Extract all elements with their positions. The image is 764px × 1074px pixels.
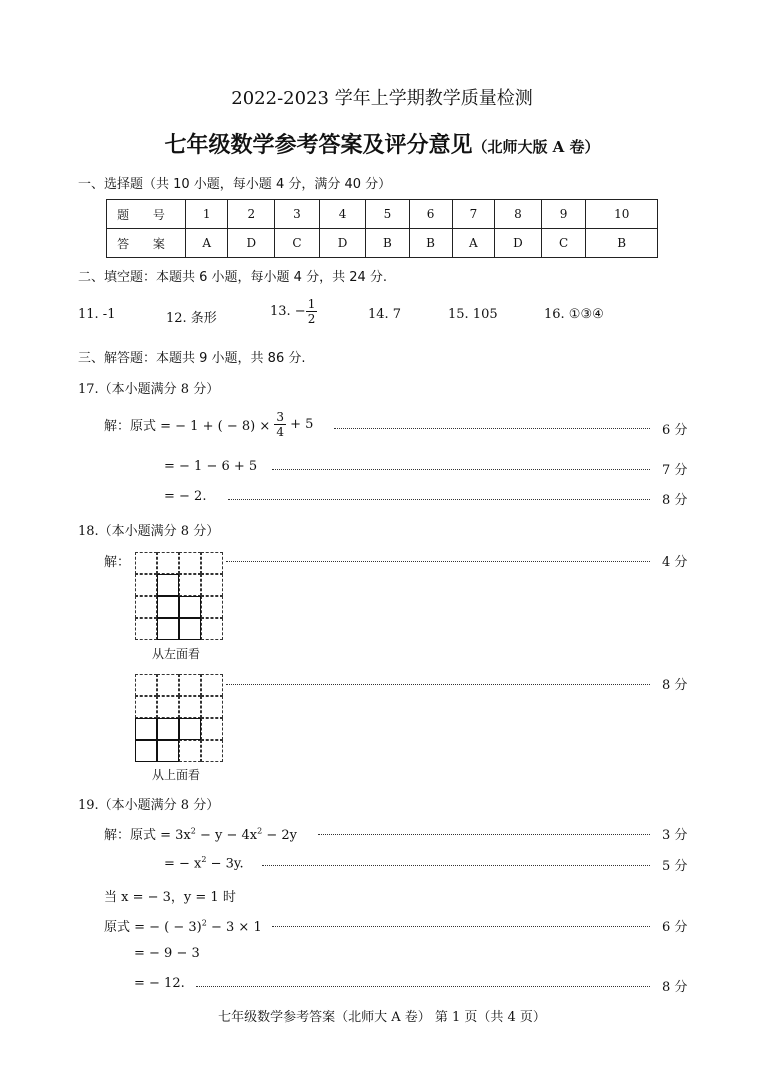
- page-footer: 七年级数学参考答案（北师大 A 卷） 第 1 页（共 4 页）: [218, 1010, 546, 1025]
- fraction: [306, 297, 318, 326]
- section-fill: 二、填空题：本题共 6 小题，每小题 4 分，共 24 分.: [78, 270, 388, 285]
- q19-step2: [164, 855, 244, 871]
- q19-step3-a: 原式 = − ( − 3): [104, 920, 202, 935]
- grid-cell: [135, 574, 157, 596]
- table-cell: D: [495, 229, 542, 258]
- left-view-grid: [135, 552, 223, 640]
- leader-dots: [262, 865, 650, 866]
- row-label-number: 题 号: [107, 200, 186, 229]
- leader-dots: [196, 986, 650, 987]
- answer-table: [106, 199, 658, 258]
- q17-step1: [104, 410, 313, 439]
- grid-cell: [179, 696, 201, 718]
- score-label: 4 分: [662, 555, 688, 570]
- grid-cell: [135, 696, 157, 718]
- grid-cell: [201, 696, 223, 718]
- q19-condition: 当 x = − 3，y = 1 时: [104, 890, 236, 905]
- score-label: 5 分: [662, 859, 688, 874]
- grid-cell: [135, 618, 157, 640]
- view-square: [157, 596, 179, 618]
- table-cell: B: [366, 229, 409, 258]
- leader-dots: [318, 834, 650, 835]
- view-square: [135, 740, 157, 762]
- exponent: 2: [201, 855, 207, 864]
- grid-cell: [135, 552, 157, 574]
- view-square: [179, 718, 201, 740]
- answer-16: 16. ①③④: [544, 307, 604, 322]
- table-cell: 6: [409, 200, 452, 229]
- score-label: 6 分: [662, 423, 688, 438]
- q19-step3: [104, 916, 262, 935]
- score-label: 8 分: [662, 678, 688, 693]
- q19-title: 19.（本小题满分 8 分）: [78, 798, 220, 813]
- answer-13: [270, 297, 317, 326]
- q19-step1-a: 解：原式 = 3x: [104, 828, 191, 843]
- q19-step2-a: = − x: [164, 856, 202, 872]
- score-label: 6 分: [662, 920, 688, 935]
- q18-title: 18.（本小题满分 8 分）: [78, 524, 220, 539]
- q17-step3: = − 2.: [164, 489, 207, 504]
- leader-dots: [226, 684, 650, 685]
- edition-note: （北师大版 A 卷）: [472, 138, 600, 156]
- q17-step2: = − 1 − 6 + 5: [164, 459, 258, 474]
- table-cell: B: [586, 229, 658, 258]
- q19-step2-b: − 3y.: [206, 856, 244, 872]
- table-row: [107, 200, 658, 229]
- leader-dots: [226, 561, 650, 562]
- q19-step1-c: − 2y: [262, 828, 297, 843]
- grid-cell: [135, 596, 157, 618]
- grid-cell: [201, 574, 223, 596]
- q17-title: 17.（本小题满分 8 分）: [78, 382, 220, 397]
- grid-cell: [157, 696, 179, 718]
- grid-cell: [201, 618, 223, 640]
- score-label: 8 分: [662, 493, 688, 508]
- denominator: 2: [307, 312, 316, 326]
- leader-dots: [272, 926, 650, 927]
- view-square: [157, 718, 179, 740]
- q17-step1-text: 解：原式 = − 1 + ( − 8) ×: [104, 419, 271, 434]
- grid-cell: [135, 674, 157, 696]
- table-cell: D: [319, 229, 366, 258]
- answer-key-title: [0, 128, 764, 159]
- view-square: [179, 596, 201, 618]
- table-cell: D: [228, 229, 275, 258]
- grid-cell: [157, 674, 179, 696]
- score-label: 8 分: [662, 980, 688, 995]
- table-cell: 8: [495, 200, 542, 229]
- table-cell: A: [186, 229, 228, 258]
- table-cell: 9: [541, 200, 586, 229]
- table-row: [107, 229, 658, 258]
- grid-cell: [179, 574, 201, 596]
- view-square: [179, 618, 201, 640]
- answer-key-heading: 七年级数学参考答案及评分意见: [164, 132, 473, 158]
- q19-step4: = − 9 − 3: [134, 946, 200, 961]
- grid-cell: [201, 740, 223, 762]
- answer-11: 11. -1: [78, 307, 116, 322]
- table-cell: B: [409, 229, 452, 258]
- answer-14: 14. 7: [368, 307, 402, 322]
- top-view-caption: 从上面看: [152, 768, 201, 782]
- q19-step1-b: − y − 4x: [195, 828, 258, 843]
- grid-cell: [201, 552, 223, 574]
- table-cell: 1: [186, 200, 228, 229]
- answer-12: 12. 条形: [166, 311, 217, 326]
- q19-step1: [104, 824, 297, 843]
- left-view-caption: 从左面看: [152, 647, 201, 661]
- answer-13-prefix: 13. −: [270, 304, 306, 319]
- exam-title: 2022-2023 学年上学期教学质量检测: [231, 88, 533, 109]
- view-square: [135, 718, 157, 740]
- grid-cell: [201, 674, 223, 696]
- section-solve: 三、解答题：本题共 9 小题，共 86 分.: [78, 351, 306, 366]
- answer-15: 15. 105: [448, 307, 498, 322]
- section-choice: 一、选择题（共 10 小题，每小题 4 分，满分 40 分）: [78, 177, 392, 192]
- numerator: 1: [307, 297, 316, 311]
- denominator: 4: [276, 425, 284, 439]
- row-label-answer: 答 案: [107, 229, 186, 258]
- grid-cell: [179, 674, 201, 696]
- table-cell: 7: [452, 200, 494, 229]
- view-square: [157, 574, 179, 596]
- table-cell: 3: [275, 200, 320, 229]
- top-view-grid: [135, 674, 223, 762]
- q17-step1-tail: + 5: [290, 417, 314, 432]
- q19-step5: = − 12.: [134, 976, 185, 991]
- grid-cell: [201, 718, 223, 740]
- table-cell: 10: [586, 200, 658, 229]
- table-cell: C: [541, 229, 586, 258]
- grid-cell: [179, 552, 201, 574]
- fraction: [274, 410, 286, 439]
- leader-dots: [228, 499, 650, 500]
- table-cell: 4: [319, 200, 366, 229]
- table-cell: A: [452, 229, 494, 258]
- q19-step3-b: − 3 × 1: [206, 920, 262, 935]
- leader-dots: [334, 428, 650, 429]
- q18-solution-label: 解：: [104, 555, 131, 570]
- exponent: 2: [201, 918, 207, 928]
- table-cell: C: [275, 229, 320, 258]
- table-cell: 2: [228, 200, 275, 229]
- grid-cell: [157, 552, 179, 574]
- grid-cell: [179, 740, 201, 762]
- score-label: 3 分: [662, 828, 688, 843]
- view-square: [157, 740, 179, 762]
- exponent: 2: [257, 826, 263, 836]
- table-cell: 5: [366, 200, 409, 229]
- leader-dots: [272, 469, 650, 470]
- exponent: 2: [190, 826, 196, 836]
- numerator: 3: [276, 410, 284, 424]
- grid-cell: [201, 596, 223, 618]
- score-label: 7 分: [662, 463, 688, 478]
- view-square: [157, 618, 179, 640]
